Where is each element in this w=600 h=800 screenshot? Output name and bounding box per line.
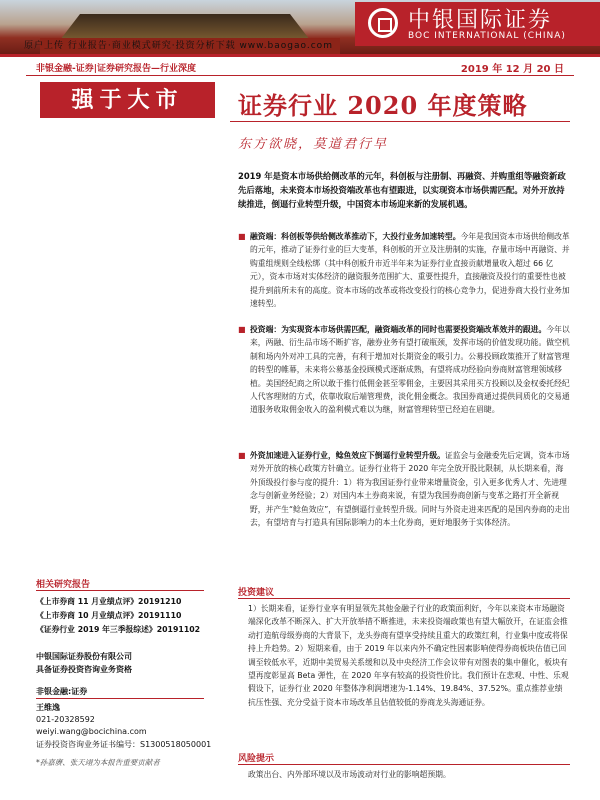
header-divider <box>0 54 600 57</box>
bullet-financing <box>238 230 570 310</box>
analyst-phone: 021-20328592 <box>36 715 95 724</box>
report-category: 非银金融-证券|证券研究报告—行业深度 <box>36 64 197 74</box>
palace-roof-image <box>60 14 310 40</box>
risk-divider <box>238 764 570 765</box>
analyst-divider <box>36 698 204 699</box>
summary-paragraph: 2019 年是资本市场供给侧改革的元年，科创板与注册制、再融资、并购重组等融资新政先后落地，未来资本市场投资端改革也有望跟进，以实现资本市场供需匹配。对外开放持续推进，倒逼行业转型升级，中国资本市场迎来新的发展机遇。 <box>238 171 566 209</box>
bullet-text: 证监会与金融委先后定调，资本市场对外开放的核心政策方针确立。证券行业将于 2020 年完全放开股比限制，从长期来看，海外顶级投行参与度的提升：1）将为我国证券行业带来增量资金，引入更多优秀人才、先进理念与创新业务经验；2）对国内本土券商来说，有望为我国券商创新与变革之路打开全新视野，并产生“鲶鱼效应”，有望倒逼行业转型升级。同时与外资走进来匹配的是国内券商的走出去，有望培育与打造具有国际影响力的本土化券商，更好地服务于实体经济。 <box>250 451 570 528</box>
header-banner <box>0 0 600 54</box>
category-bar <box>26 60 574 76</box>
related-item[interactable]: 《上市券商 10 月业绩点评》20191110 <box>36 611 182 620</box>
bullet-lead: 外资加速进入证券行业，鲶鱼效应下倒逼行业转型升级。 <box>250 451 445 460</box>
analyst-sector: 非银金融:证券 <box>36 687 88 696</box>
invest-paragraph: 1）长期来看，证券行业享有明显领先其他金融子行业的政策面利好，今年以来资本市场融资端深化改革不断深入、扩大开放举措不断推进，未来投资端政策也有望大幅放开，在证监会推动打造航母级券商的大背景下，龙头券商有望享受持续且重大的政策红利，行业集中度或将保持上升趋势。2）短期来看，由于 2019 年以来内外不确定性因素影响使得券商板块估值已回调至较低水平，近期中美贸易关系缓和以及中央经济工作会议带有对图表的集中催化，板块有望再度彰显高 Beta 弹性，在 2020 年享有较高的投资性价比。我们预计在悲观、中性、乐观假设下，证券行业 2020 年整体净利润增速为-1.14%、19.84%、37.52%。重点推荐业绩抗压性强、充分受益于资本市场改革且估值较低的券商龙头海通证券。 <box>248 604 569 707</box>
boc-logo-icon <box>368 8 398 38</box>
watermark-text: 原户上传 行业报告·商业模式研究·投资分析下载 www.baogao.com <box>24 41 333 51</box>
risk-heading: 风险提示 <box>238 754 275 764</box>
related-item[interactable]: 《证券行业 2019 年三季报综述》20191102 <box>36 625 201 634</box>
bullet-lead: 融资端：科创板等供给侧改革推动下，大投行业务加速转型。 <box>250 232 461 241</box>
report-date: 2019 年 12 月 20 日 <box>460 64 564 75</box>
report-subtitle: 东方欲晓，莫道君行早 <box>238 137 389 152</box>
invest-heading: 投资建议 <box>238 588 275 598</box>
invest-divider <box>238 598 570 599</box>
rating-badge: 强于大市 <box>40 82 215 118</box>
related-heading: 相关研究报告 <box>36 580 91 590</box>
related-divider <box>36 590 204 591</box>
company-qualification: 具备证券投资咨询业务资格 <box>36 665 132 674</box>
bullet-text: 今年以来，两融、衍生品市场不断扩容，融券业务有望打破瓶颈，发挥市场的价值发现功能。做空机制和场内外对冲工具的完善，有利于增加对长期资金的吸引力。公募投顾政策推开了财富管理的转型的帷幕，未来将公募基金投顾模式逐渐成熟，有望将成功经验向券商财富管理领域移植。美国经纪商之所以敢于推行低佣金甚至零佣金，主要因其采用买方投顾以及金权委托经纪人代客理财的方式，依靠收取后端管理费，淡化佣金概念。我国券商通过提供同质化的交易通道服务收取佣金收入的盈利模式难以为继，财富管理转型已经迫在眉睫。 <box>250 325 570 415</box>
logo-cn: 中银国际证券 <box>408 8 553 33</box>
bullet-text: 今年是我国资本市场供给侧改革的元年，推动了证券行业的巨大变革，科创板的开立及注册制的实施，存量市场中再融资、并购重组规则全线松绑（其中科创板升市近半年来为证券行业直接贡献增量收入超过 66 亿元），资本市场对实体经济的融资服务范围扩大、重要性提升，直接融资及投行的重要性也被提升到前所未有的高度。资本市场的改革或将改变投行的核心竞争力，促进券商大投行业务加速转型。 <box>250 232 570 309</box>
analyst-name: 王维逸 <box>36 703 60 712</box>
bullet-lead: 投资端：为实现资本市场供需匹配，融资端改革的同时也需要投资端改革效并的跟进。 <box>250 325 547 334</box>
logo-en: BOC INTERNATIONAL (CHINA) <box>408 31 566 41</box>
bullet-investment <box>238 323 570 417</box>
analyst-email[interactable]: weiyi.wang@bocichina.com <box>36 727 147 736</box>
bullet-foreign <box>238 449 570 529</box>
title-divider <box>230 121 570 122</box>
report-title: 证券行业 2020 年度策略 <box>238 91 528 120</box>
company-name: 中银国际证券股份有限公司 <box>36 652 132 661</box>
contributor-note: *孙嘉赓、张天翊为本报告重要贡献者 <box>36 758 160 767</box>
analyst-cert: 证券投资咨询业务证书编号：S1300518050001 <box>36 740 212 749</box>
risk-text: 政策出台、内外部环境以及市场波动对行业的影响超预期。 <box>248 770 451 779</box>
related-item[interactable]: 《上市券商 11 月业绩点评》20191210 <box>36 597 182 606</box>
